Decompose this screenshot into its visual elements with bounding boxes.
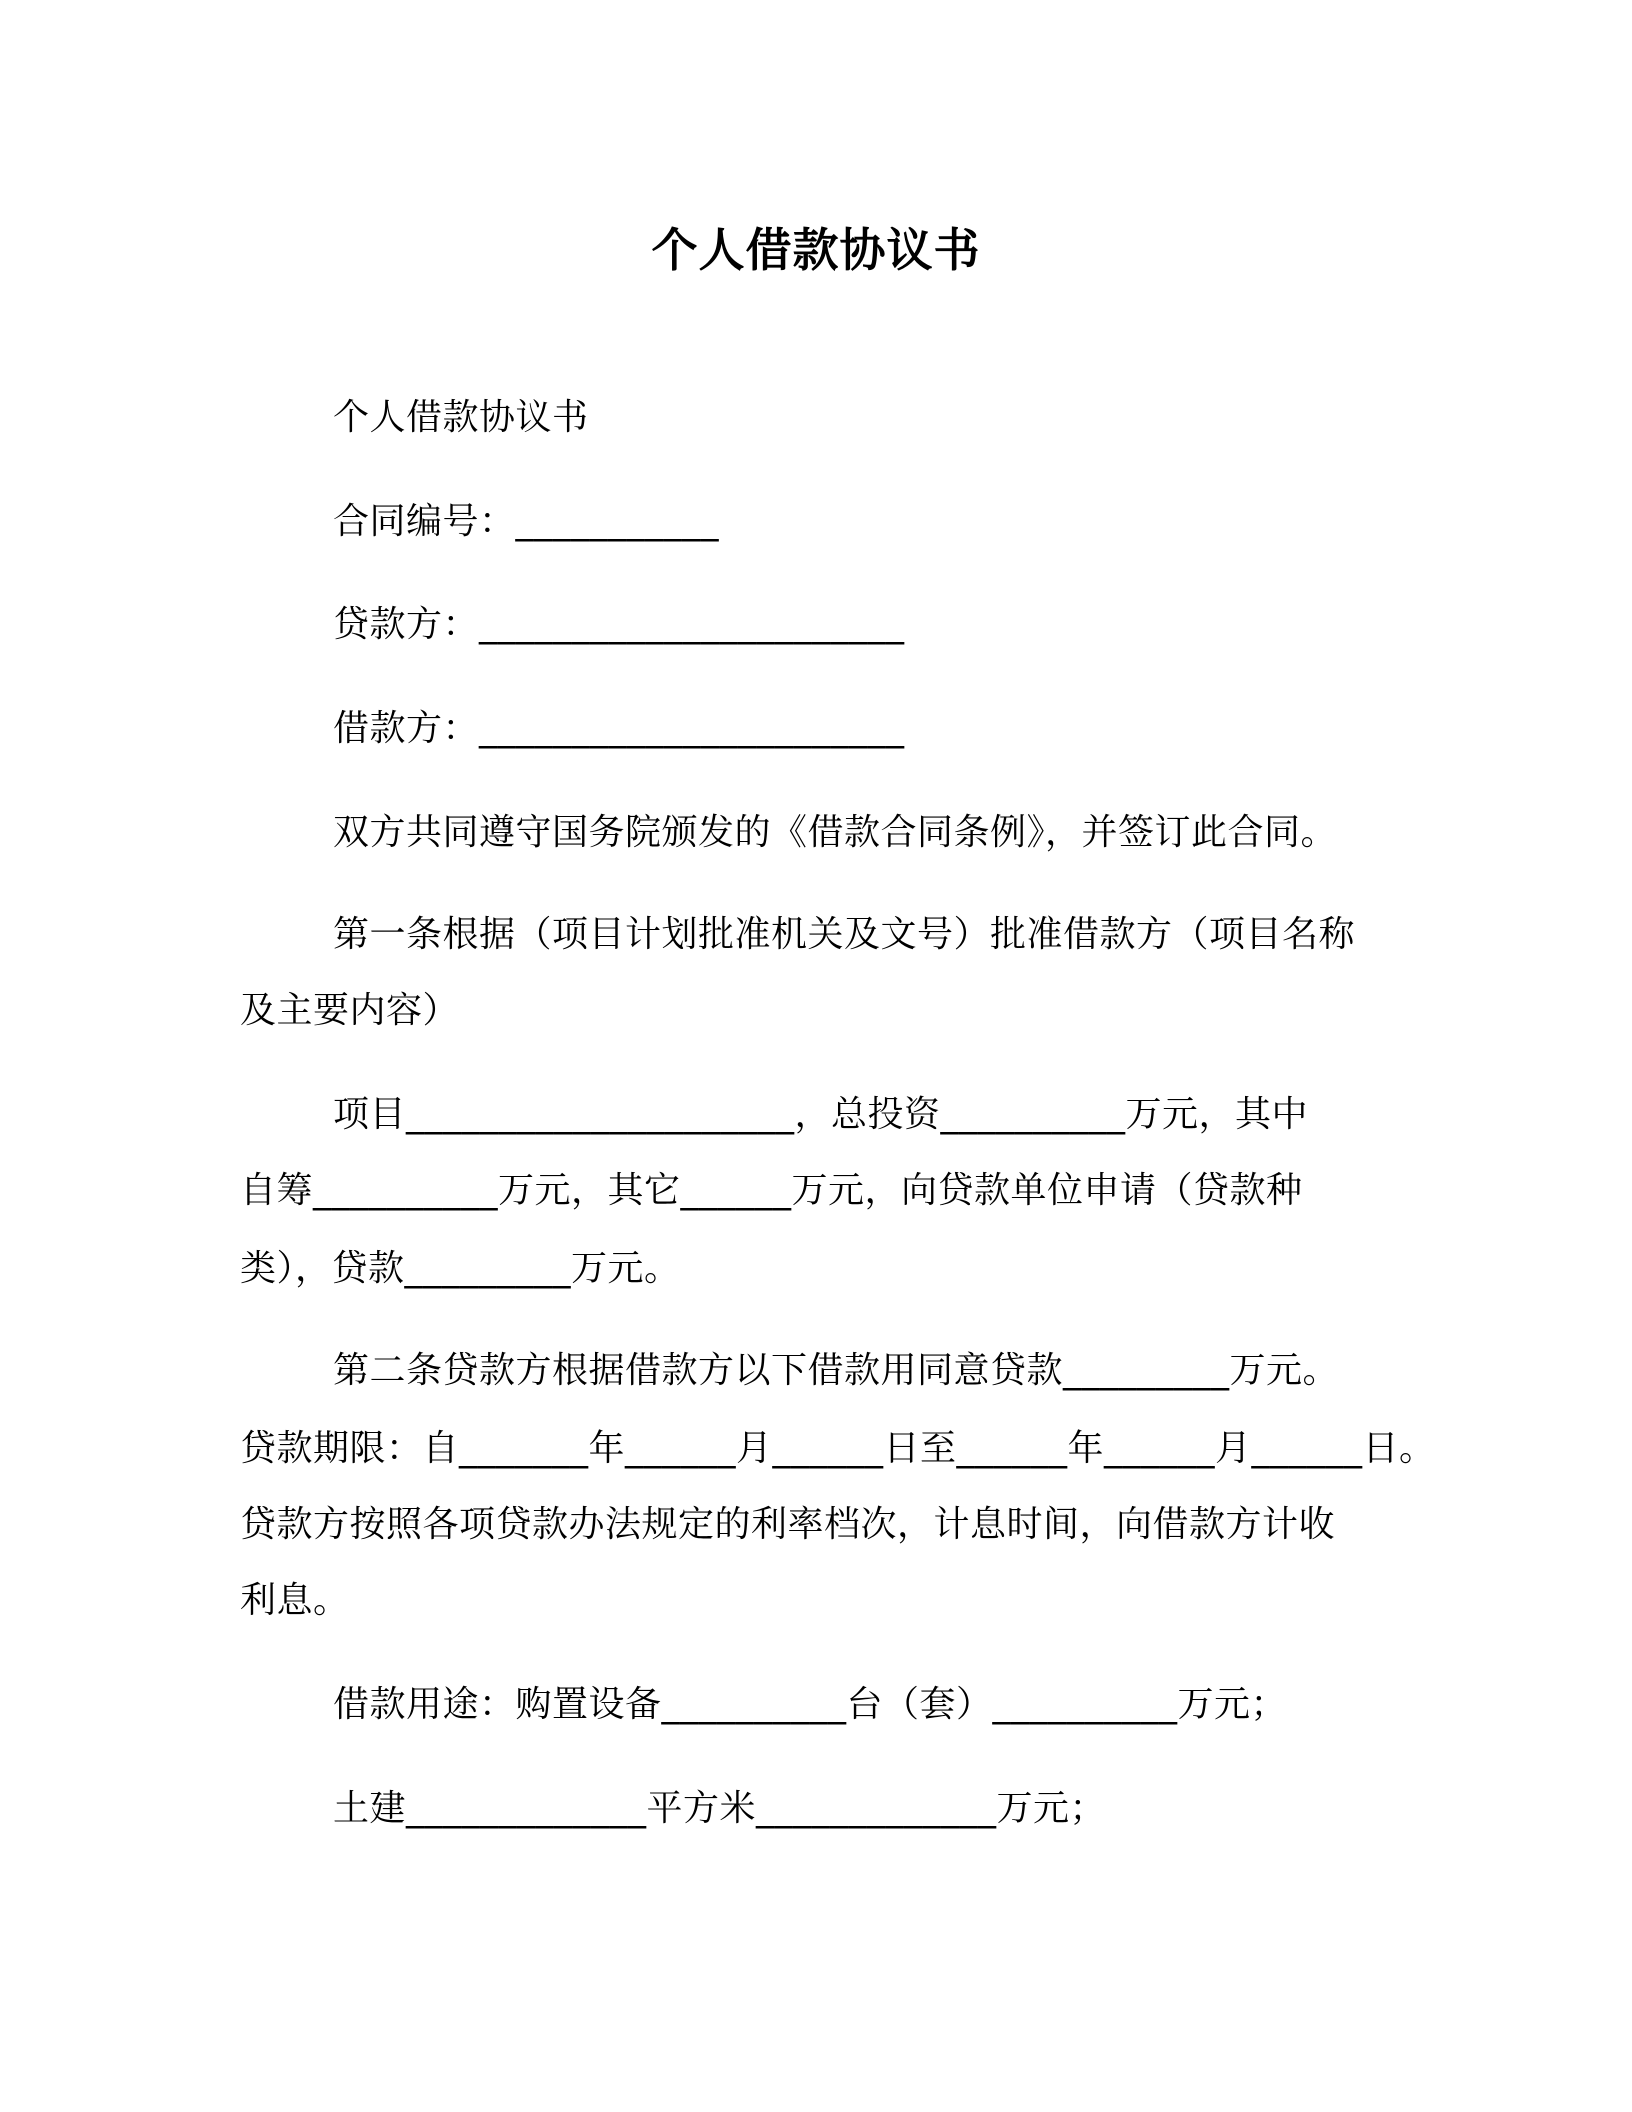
loan-term-line: 贷款期限：自_______年______月______日至______年______月______日。 <box>240 1428 1436 1469</box>
article-1-line-1: 第一条根据（项目计划批准机关及文号）批准借款方（项目名称 <box>333 914 1356 955</box>
lender-line: 贷款方：_______________________ <box>333 604 905 645</box>
project-line-1: 项目_____________________，总投资__________万元，其中 <box>333 1094 1309 1135</box>
subtitle-line: 个人借款协议书 <box>333 397 589 438</box>
project-line-3: 类），贷款_________万元。 <box>240 1248 681 1289</box>
construction-line: 土建_____________平方米_____________万元； <box>333 1788 1107 1829</box>
article-1-line-2: 及主要内容） <box>240 990 460 1031</box>
project-line-2: 自筹__________万元，其它______万元，向贷款单位申请（贷款种 <box>240 1170 1303 1211</box>
contract-number-line: 合同编号：___________ <box>333 501 720 542</box>
borrower-line: 借款方：_______________________ <box>333 708 905 749</box>
loan-purpose-line: 借款用途：购置设备__________台（套）__________万元； <box>333 1684 1288 1725</box>
agreement-intro-line: 双方共同遵守国务院颁发的《借款合同条例》，并签订此合同。 <box>333 812 1338 853</box>
interest-line-2: 利息。 <box>240 1580 350 1621</box>
document-title: 个人借款协议书 <box>651 223 981 277</box>
article-2-line-1: 第二条贷款方根据借款方以下借款用同意贷款_________万元。 <box>333 1350 1340 1391</box>
interest-line-1: 贷款方按照各项贷款办法规定的利率档次，计息时间，向借款方计收 <box>240 1504 1336 1545</box>
